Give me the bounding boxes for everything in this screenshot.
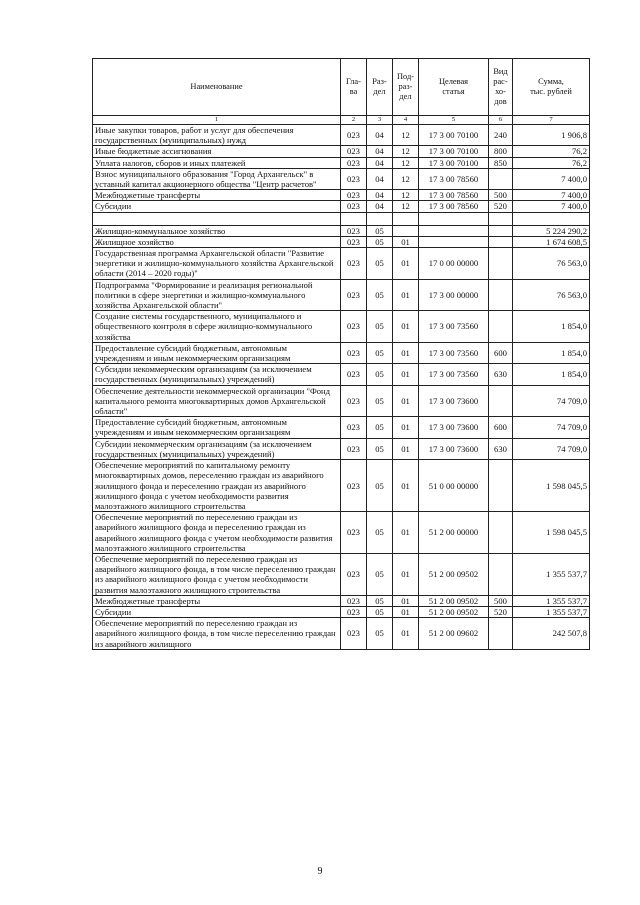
row-podrazdel-cell: 01 [393,553,419,595]
row-vid-cell [489,236,513,247]
row-name-cell: Обеспечение мероприятий по капитальному ремонту многоквартирных домов, переселению граждан из аварийного жилищного фонда и переселению граждан из аварийного жилищного фонда с учетом необходимости развития малоэтажного жилищного строительства [93,460,341,512]
row-razdel-cell: 05 [367,438,393,459]
table-row [93,201,590,212]
row-razdel-cell: 04 [367,201,393,212]
row-name-cell: Жилищное хозяйство [93,236,341,247]
row-razdel-cell: 05 [367,311,393,343]
table-row [93,225,590,236]
row-name-cell: Обеспечение мероприятий по переселению граждан из аварийного жилищного фонда, в том числе переселению граждан из аварийного жилищного фонда с учетом необходимости развития малоэтажного жилищного строительства [93,553,341,595]
row-glava-cell: 023 [341,125,367,146]
row-summa-cell: 7 400,0 [513,168,590,189]
row-name-cell: Взнос муниципального образования "Город Архангельск" в уставный капитал акционерного общества "Центр расчетов" [93,168,341,189]
table-row [93,190,590,201]
row-glava-cell: 023 [341,385,367,417]
row-statya-cell: 17 3 00 70100 [419,157,489,168]
row-glava-cell: 023 [341,311,367,343]
row-podrazdel-cell: 01 [393,460,419,512]
row-vid-cell [489,385,513,417]
row-name-cell: Предоставление субсидий бюджетным, автономным учреждениям и иным некоммерческим организациям [93,342,341,363]
row-summa-cell: 7 400,0 [513,201,590,212]
row-podrazdel-cell: 12 [393,168,419,189]
row-statya-cell: 17 3 00 78560 [419,168,489,189]
row-statya-cell: 51 2 00 09502 [419,553,489,595]
row-summa-cell: 5 224 290,2 [513,225,590,236]
row-glava-cell: 023 [341,460,367,512]
header-name: Наименование [93,59,341,116]
table-row [93,364,590,385]
table-row [93,146,590,157]
table-row [93,125,590,146]
column-number: 3 [367,116,393,125]
row-razdel-cell: 05 [367,595,393,606]
row-razdel-cell: 05 [367,618,393,650]
row-statya-cell: 17 3 00 70100 [419,125,489,146]
column-number: 4 [393,116,419,125]
row-podrazdel-cell: 01 [393,385,419,417]
row-vid-cell [489,311,513,343]
row-vid-cell [489,618,513,650]
row-glava-cell [341,212,367,225]
row-statya-cell: 51 2 00 00000 [419,512,489,554]
row-statya-cell: 51 2 00 09502 [419,606,489,617]
row-summa-cell: 1 906,8 [513,125,590,146]
table-row [93,157,590,168]
row-razdel-cell: 05 [367,225,393,236]
header-razdel: Раз- дел [367,59,393,116]
row-razdel-cell: 05 [367,553,393,595]
row-podrazdel-cell: 01 [393,417,419,438]
row-podrazdel-cell: 01 [393,606,419,617]
row-summa-cell: 7 400,0 [513,190,590,201]
row-razdel-cell: 04 [367,190,393,201]
row-podrazdel-cell: 12 [393,201,419,212]
row-glava-cell: 023 [341,618,367,650]
row-statya-cell: 17 3 00 78560 [419,190,489,201]
row-podrazdel-cell: 01 [393,512,419,554]
table-row [93,460,590,512]
row-vid-cell [489,225,513,236]
table-row [93,311,590,343]
column-number: 6 [489,116,513,125]
row-statya-cell: 51 0 00 00000 [419,460,489,512]
row-glava-cell: 023 [341,417,367,438]
row-statya-cell [419,212,489,225]
row-glava-cell: 023 [341,279,367,311]
row-summa-cell: 1 355 537,7 [513,606,590,617]
column-number: 7 [513,116,590,125]
table-spacer-row [93,212,590,225]
header-vid: Вид рас- хо- дов [489,59,513,116]
row-name-cell: Иные бюджетные ассигнования [93,146,341,157]
row-razdel-cell: 05 [367,606,393,617]
row-razdel-cell: 05 [367,248,393,280]
row-summa-cell: 1 598 045,5 [513,512,590,554]
row-glava-cell: 023 [341,168,367,189]
row-vid-cell: 500 [489,595,513,606]
row-podrazdel-cell: 12 [393,146,419,157]
budget-table [92,58,590,650]
row-summa-cell: 74 709,0 [513,438,590,459]
row-statya-cell: 51 2 00 09502 [419,595,489,606]
table-row [93,553,590,595]
row-razdel-cell: 05 [367,460,393,512]
row-glava-cell: 023 [341,512,367,554]
row-razdel-cell: 05 [367,342,393,363]
row-vid-cell: 520 [489,606,513,617]
row-statya-cell [419,236,489,247]
row-vid-cell: 600 [489,417,513,438]
row-podrazdel-cell [393,225,419,236]
row-glava-cell: 023 [341,146,367,157]
header-glava: Гла- ва [341,59,367,116]
row-vid-cell: 850 [489,157,513,168]
row-podrazdel-cell [393,212,419,225]
table-row [93,279,590,311]
header-statya: Целевая статья [419,59,489,116]
column-number: 2 [341,116,367,125]
row-statya-cell: 51 2 00 09602 [419,618,489,650]
row-statya-cell: 17 3 00 73600 [419,385,489,417]
row-vid-cell: 800 [489,146,513,157]
row-vid-cell [489,168,513,189]
row-name-cell: Уплата налогов, сборов и иных платежей [93,157,341,168]
row-statya-cell: 17 3 00 73560 [419,342,489,363]
row-statya-cell: 17 3 00 73600 [419,417,489,438]
row-name-cell: Жилищно-коммунальное хозяйство [93,225,341,236]
table-row [93,606,590,617]
row-statya-cell: 17 3 00 00000 [419,279,489,311]
row-glava-cell: 023 [341,438,367,459]
row-razdel-cell: 05 [367,417,393,438]
table-row [93,438,590,459]
row-vid-cell: 520 [489,201,513,212]
row-vid-cell: 630 [489,438,513,459]
table-row [93,417,590,438]
row-statya-cell: 17 3 00 73600 [419,438,489,459]
row-name-cell: Субсидии [93,606,341,617]
row-glava-cell: 023 [341,606,367,617]
row-podrazdel-cell: 01 [393,595,419,606]
row-name-cell: Государственная программа Архангельской области "Развитие энергетики и жилищно-коммунального хозяйства Архангельской области (2014 – 2020 годы)" [93,248,341,280]
row-razdel-cell: 05 [367,236,393,247]
row-podrazdel-cell: 01 [393,618,419,650]
row-glava-cell: 023 [341,248,367,280]
row-summa-cell: 74 709,0 [513,385,590,417]
row-razdel-cell: 05 [367,385,393,417]
row-name-cell: Обеспечение деятельности некоммерческой организации "Фонд капитального ремонта многоквартирных домов Архангельской области" [93,385,341,417]
row-vid-cell [489,460,513,512]
row-glava-cell: 023 [341,364,367,385]
column-number: 1 [93,116,341,125]
row-razdel-cell: 05 [367,364,393,385]
row-razdel-cell [367,212,393,225]
row-statya-cell: 17 3 00 73560 [419,311,489,343]
row-glava-cell: 023 [341,595,367,606]
row-glava-cell: 023 [341,236,367,247]
page-number: 9 [317,866,323,877]
row-name-cell: Межбюджетные трансферты [93,595,341,606]
row-summa-cell: 1 854,0 [513,342,590,363]
row-podrazdel-cell: 01 [393,438,419,459]
row-name-cell: Обеспечение мероприятий по переселению граждан из аварийного жилищного фонда и переселению граждан из аварийного жилищного фонда с учетом необходимости развития малоэтажного жилищного строительства [93,512,341,554]
row-name-cell: Обеспечение мероприятий по переселению граждан из аварийного жилищного фонда, в том числе переселению граждан из аварийного жилищного [93,618,341,650]
row-razdel-cell: 05 [367,512,393,554]
row-statya-cell: 17 0 00 00000 [419,248,489,280]
row-statya-cell: 17 3 00 73560 [419,364,489,385]
row-glava-cell: 023 [341,157,367,168]
row-podrazdel-cell: 01 [393,236,419,247]
table-row [93,618,590,650]
row-razdel-cell: 04 [367,146,393,157]
row-vid-cell [489,512,513,554]
row-vid-cell: 600 [489,342,513,363]
table-row [93,342,590,363]
row-name-cell: Иные закупки товаров, работ и услуг для обеспечения государственных (муниципальных) нужд [93,125,341,146]
table-header-row [93,59,590,116]
row-summa-cell: 1 598 045,5 [513,460,590,512]
row-razdel-cell: 04 [367,168,393,189]
column-number: 5 [419,116,489,125]
row-vid-cell [489,279,513,311]
row-vid-cell [489,553,513,595]
table-row [93,168,590,189]
row-vid-cell: 240 [489,125,513,146]
row-razdel-cell: 04 [367,125,393,146]
row-summa-cell [513,212,590,225]
row-podrazdel-cell: 12 [393,157,419,168]
row-summa-cell: 1 355 537,7 [513,595,590,606]
row-summa-cell: 1 355 537,7 [513,553,590,595]
row-name-cell: Предоставление субсидий бюджетным, автономным учреждениям и иным некоммерческим организациям [93,417,341,438]
row-podrazdel-cell: 01 [393,248,419,280]
row-podrazdel-cell: 01 [393,311,419,343]
row-summa-cell: 1 854,0 [513,311,590,343]
row-summa-cell: 242 507,8 [513,618,590,650]
row-podrazdel-cell: 01 [393,364,419,385]
row-podrazdel-cell: 01 [393,342,419,363]
row-glava-cell: 023 [341,225,367,236]
row-statya-cell: 17 3 00 70100 [419,146,489,157]
row-glava-cell: 023 [341,342,367,363]
table-row [93,512,590,554]
row-summa-cell: 74 709,0 [513,417,590,438]
table-body [93,125,590,650]
row-summa-cell: 76,2 [513,146,590,157]
row-name-cell: Субсидии некоммерческим организациям (за исключением государственных (муниципальных) учреждений) [93,438,341,459]
row-summa-cell: 1 854,0 [513,364,590,385]
row-glava-cell: 023 [341,190,367,201]
row-vid-cell: 630 [489,364,513,385]
row-glava-cell: 023 [341,553,367,595]
row-podrazdel-cell: 12 [393,125,419,146]
header-summa: Сумма, тыс. рублей [513,59,590,116]
row-vid-cell: 500 [489,190,513,201]
row-statya-cell: 17 3 00 78560 [419,201,489,212]
row-podrazdel-cell: 12 [393,190,419,201]
row-razdel-cell: 05 [367,279,393,311]
table-row [93,595,590,606]
row-name-cell: Субсидии [93,201,341,212]
table-row [93,236,590,247]
row-summa-cell: 76 563,0 [513,279,590,311]
row-name-cell: Межбюджетные трансферты [93,190,341,201]
column-number-row [93,116,590,125]
row-glava-cell: 023 [341,201,367,212]
row-name-cell: Создание системы государственного, муниципального и общественного контроля в сфере жилищно-коммунального хозяйства [93,311,341,343]
table-row [93,248,590,280]
row-razdel-cell: 04 [367,157,393,168]
table-row [93,385,590,417]
row-podrazdel-cell: 01 [393,279,419,311]
row-summa-cell: 76,2 [513,157,590,168]
row-name-cell: Субсидии некоммерческим организациям (за исключением государственных (муниципальных) учреждений) [93,364,341,385]
row-statya-cell [419,225,489,236]
row-vid-cell [489,248,513,280]
row-vid-cell [489,212,513,225]
row-summa-cell: 1 674 608,5 [513,236,590,247]
row-name-cell: Подпрограмма "Формирование и реализация региональной политики в сфере энергетики и жилищно-коммунального хозяйства Архангельской области" [93,279,341,311]
row-summa-cell: 76 563,0 [513,248,590,280]
header-podrazdel: Под- раз- дел [393,59,419,116]
row-name-cell [93,212,341,225]
